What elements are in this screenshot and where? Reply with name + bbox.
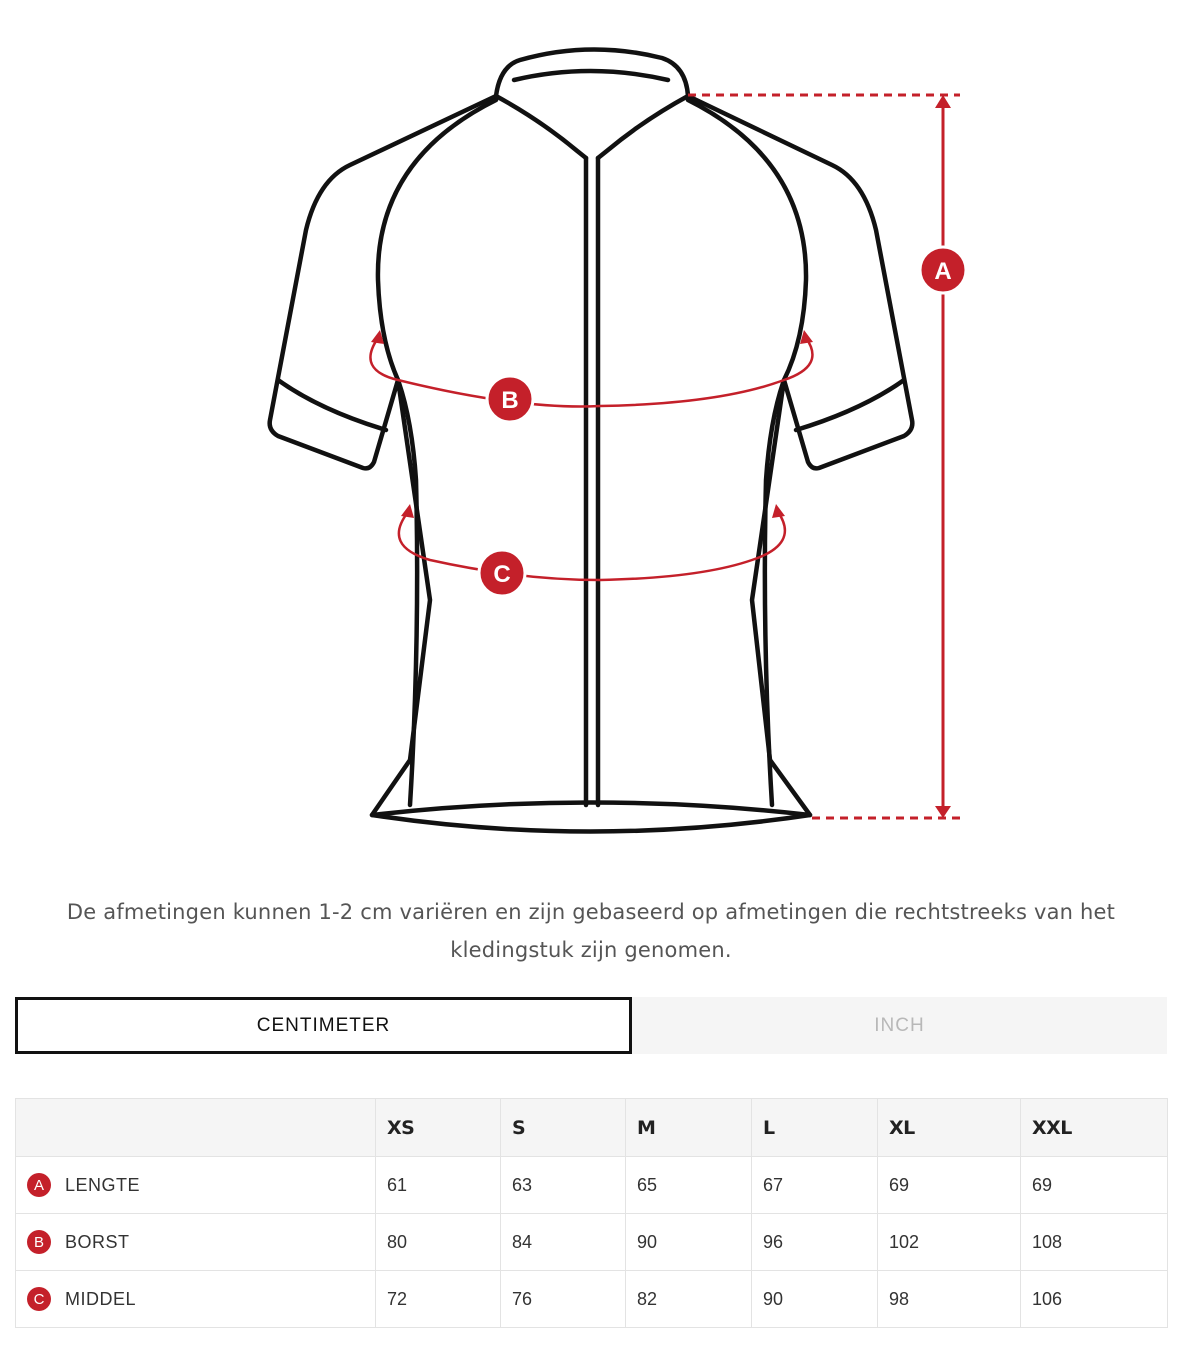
- table-cell: 61: [376, 1157, 501, 1214]
- svg-text:A: A: [934, 258, 952, 285]
- marker-a-badge: A: [27, 1173, 51, 1197]
- table-row: [16, 1214, 1168, 1271]
- header-empty: [16, 1099, 376, 1157]
- table-cell: 98: [878, 1271, 1021, 1328]
- measurement-note-line-1: De afmetingen kunnen 1-2 cm variëren en zijn gebaseerd op afmetingen die rechtstreeks van het: [66, 900, 1116, 924]
- tab-centimeter[interactable]: CENTIMETER: [15, 997, 632, 1054]
- header-l: L: [752, 1099, 878, 1157]
- tab-inch[interactable]: INCH: [632, 997, 1167, 1054]
- marker-c-badge: C: [27, 1287, 51, 1311]
- svg-text:B: B: [501, 387, 519, 414]
- table-cell: 72: [376, 1271, 501, 1328]
- waist-arrow-left: [401, 504, 414, 518]
- table-row: [16, 1157, 1168, 1214]
- table-cell: 69: [878, 1157, 1021, 1214]
- length-arrow-bottom: [935, 806, 951, 818]
- unit-toggle: [15, 997, 1167, 1054]
- table-cell: 69: [1021, 1157, 1168, 1214]
- row-label-cell: [16, 1157, 376, 1214]
- table-cell: 65: [626, 1157, 752, 1214]
- jersey-outline: [270, 49, 913, 831]
- table-cell: 102: [878, 1214, 1021, 1271]
- marker-b-badge: B: [27, 1230, 51, 1254]
- size-table: [15, 1098, 1168, 1328]
- length-arrow-top: [935, 95, 951, 108]
- table-cell: 90: [752, 1271, 878, 1328]
- table-cell: 106: [1021, 1271, 1168, 1328]
- row-label-waist: MIDDEL: [65, 1288, 137, 1309]
- table-cell: 82: [626, 1271, 752, 1328]
- header-xl: XL: [878, 1099, 1021, 1157]
- svg-text:C: C: [493, 561, 511, 588]
- header-xxl: XXL: [1021, 1099, 1168, 1157]
- chest-loop: [370, 338, 812, 406]
- row-label-length: LENGTE: [65, 1174, 141, 1195]
- table-cell: 84: [501, 1214, 626, 1271]
- waist-arrow-right: [772, 504, 785, 518]
- table-cell: 76: [501, 1271, 626, 1328]
- measurement-note: [15, 893, 1167, 969]
- measurement-guides: [370, 95, 960, 818]
- row-label-chest: BORST: [65, 1231, 130, 1252]
- waist-loop: [399, 512, 785, 580]
- header-xs: XS: [376, 1099, 501, 1157]
- row-label-cell: [16, 1214, 376, 1271]
- table-cell: 63: [501, 1157, 626, 1214]
- table-cell: 90: [626, 1214, 752, 1271]
- marker-a: [920, 247, 966, 293]
- measurement-note-line-2: kledingstuk zijn genomen.: [450, 938, 732, 962]
- marker-c: [479, 550, 525, 596]
- row-label-cell: [16, 1271, 376, 1328]
- header-s: S: [501, 1099, 626, 1157]
- table-cell: 96: [752, 1214, 878, 1271]
- header-m: M: [626, 1099, 752, 1157]
- table-cell: 108: [1021, 1214, 1168, 1271]
- table-cell: 67: [752, 1157, 878, 1214]
- table-row: [16, 1271, 1168, 1328]
- marker-b: [487, 376, 533, 422]
- table-header-row: [16, 1099, 1168, 1157]
- table-cell: 80: [376, 1214, 501, 1271]
